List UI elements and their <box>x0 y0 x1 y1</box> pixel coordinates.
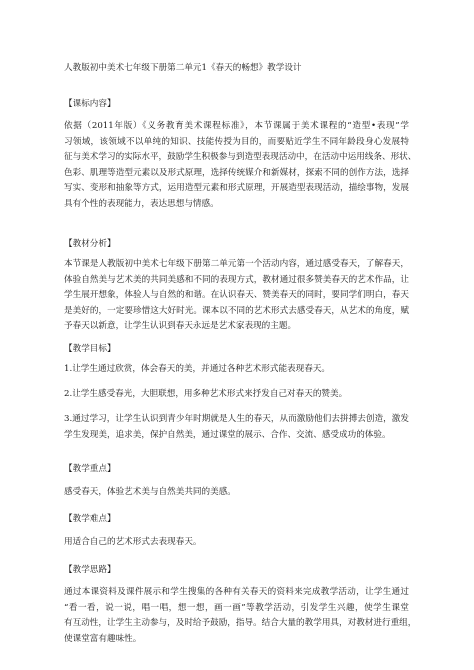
text-line: 使课堂富有趣味性。 <box>64 633 142 644</box>
paragraph-key-points <box>64 485 409 501</box>
paragraph-objective-3 <box>64 412 409 443</box>
text-line: 具有个性的表现能力，表达思想与情感。 <box>64 198 219 209</box>
text-line: 2.让学生感受春光，大胆联想，用多种艺术形式来抒发自己对春天的赞美。 <box>64 389 348 399</box>
document-title: 人教版初中美术七年级下册第二单元1《春天的畅想》教学设计 <box>64 63 302 73</box>
text-line: “看一看，说一说，唱一唱，想一想，画一画”等教学活动，引发学生兴趣，使学生课堂 <box>64 602 409 613</box>
section-heading-key-points: 【教学重点】 <box>64 464 116 474</box>
text-line: 体验自然美与艺术美的共同美感和不同的表现方式，教材通过很多赞美春天的艺术作品，让 <box>64 274 409 285</box>
paragraph-curriculum <box>64 119 417 212</box>
text-line: 有互动性，让学生主动参与，及时给予鼓励，指导。结合大量的教学用具，对教材进行重组， <box>64 618 417 628</box>
text-line: 写实、变形和抽象等方式，运用造型元素和形式原理，开展造型表现活动，描绘事物，发展 <box>64 183 409 193</box>
text-line: 学生发现美，追求美，保护自然美，通过课堂的展示、合作、交流、感受成功的体验。 <box>64 429 391 440</box>
text-line: 感受春天，体验艺术美与自然美共同的美感。 <box>64 487 236 497</box>
section-heading-teaching-approach: 【教学思路】 <box>64 565 116 575</box>
paragraph-teaching-approach <box>64 585 417 647</box>
section-heading-curriculum: 【课标内容】 <box>64 99 116 109</box>
text-line: 3.通过学习，让学生认识到青少年时期就是人生的春天，从而激励他们去拼搏去创造，激发 <box>64 414 409 424</box>
text-line: 征与美术学习的实际水平，鼓励学生积极参与到造型表现活动中，在活动中运用线条、形状、 <box>64 152 417 162</box>
text-line: 用适合自己的艺术形式去表现春天。 <box>64 537 202 547</box>
section-heading-textbook-analysis: 【教材分析】 <box>64 239 116 249</box>
text-line: 习领域，该领域不以单纯的知识、技能传授为目的，而要贴近学生不同年龄段身心发展特 <box>64 136 409 147</box>
text-line: 予春天以新意，让学生认识到春天永远是艺术家表现的主题。 <box>64 321 297 331</box>
paragraph-difficulties <box>64 535 409 551</box>
section-heading-difficulties: 【教学难点】 <box>64 514 116 524</box>
section-heading-objectives: 【教学目标】 <box>64 344 116 354</box>
text-line: 本节课是人教版初中美术七年级下册第二单元第一个活动内容，通过感受春天，了解春天， <box>64 259 409 269</box>
text-line: 是美好的，一定要珍惜这大好时光。课本以不同的艺术形式去感受春天，从艺术的角度，赋 <box>64 305 409 316</box>
paragraph-objective-2 <box>64 387 409 403</box>
text-line: 1.让学生通过欣赏，体会春天的美，并通过各种艺术形式能表现春天。 <box>64 364 331 374</box>
paragraph-textbook-analysis <box>64 257 409 335</box>
text-line: 学生展开想象，体验人与自然的和谐。在认识春天、赞美春天的同时，要同学们明白，春天 <box>64 290 409 300</box>
paragraph-objective-1 <box>64 362 409 378</box>
text-line: 通过本课资料及课件展示和学生搜集的各种有关春天的资料来完成教学活动，让学生通过 <box>64 587 409 597</box>
text-line: 依据（2011年版）《义务教育美术课程标准》，本节课属于美术课程的“造型•表现”学 <box>64 121 409 131</box>
text-line: 色彩、肌理等造型元素以及形式原理，选择传统媒介和新媒材，探索不同的创作方法，选择 <box>64 167 409 178</box>
